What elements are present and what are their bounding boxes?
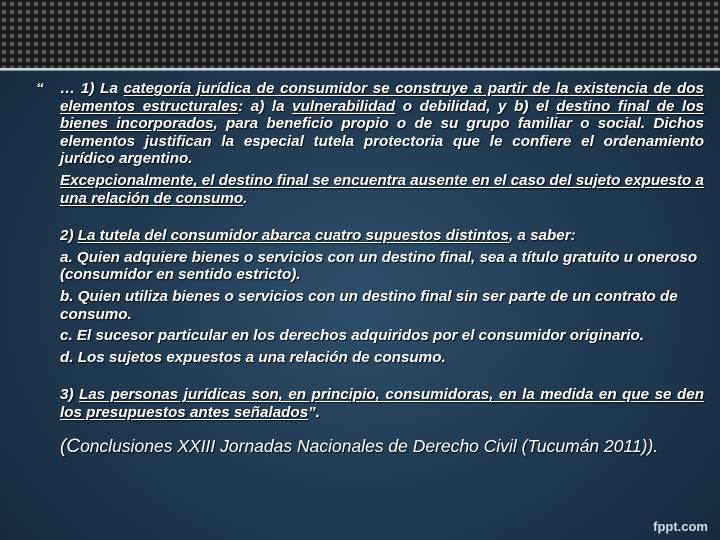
p3-underlined: Las personas jurídicas son, en principio, consumidoras, en la medida en que se den los presupuestos antes señalados bbox=[60, 386, 704, 421]
paragraph-1b bbox=[36, 172, 704, 207]
p2-underlined: La tutela del consumidor abarca cuatro supuestos distintos bbox=[77, 227, 509, 245]
list-item-c: c. El sucesor particular en los derechos adquiridos por el consumidor originario. bbox=[60, 327, 645, 345]
list-item-a: a. Quien adquiere bienes o servicios con un destino final, sea a título gratuito u oneroso (consumidor en sentido estricto). bbox=[60, 248, 698, 284]
paragraph-1-text bbox=[60, 80, 704, 168]
paragraph-3 bbox=[36, 386, 704, 421]
citation-text: onclusiones XXIII Jornadas Nacionales de Derecho Civil (Tucumán 2011)). bbox=[80, 435, 659, 456]
list-item-b: b. Quien utiliza bienes o servicios con un destino final sin ser parte de un contrato de consumo. bbox=[60, 287, 678, 323]
p1-text-3: , para beneficio propio o de su grupo familiar o social. Dichos elementos justifican la especial tutela protectoria que le confiere el ordenamiento jurídico argentino. bbox=[60, 115, 704, 168]
citation bbox=[36, 436, 704, 457]
p1b-underlined: Excepcionalmente, el destino final se encuentra ausente en el caso del sujeto expuesto a una relación de consumo bbox=[60, 171, 705, 207]
p3-number: 3) bbox=[60, 386, 79, 404]
p1-underlined-3: destino final de los bienes incorporados bbox=[60, 97, 704, 133]
paragraph-2-intro bbox=[36, 227, 704, 245]
opening-quote: “ bbox=[36, 80, 44, 97]
citation-open: (C bbox=[60, 435, 81, 457]
p1-text-2: o debilidad, y b) el bbox=[395, 97, 557, 115]
p2-text: , a saber: bbox=[508, 227, 576, 245]
list-item-d: d. Los sujetos expuestos a una relación de consumo. bbox=[60, 348, 446, 366]
brand-watermark: fppt.com bbox=[653, 519, 708, 534]
paragraph-1 bbox=[36, 80, 704, 168]
p1-ellipsis: … 1) La bbox=[60, 80, 124, 97]
slide-body bbox=[36, 80, 704, 457]
p1-underlined-2: vulnerabilidad bbox=[292, 97, 396, 115]
header-mesh-band bbox=[0, 0, 720, 70]
p1-underlined-1: categoría jurídica de consumidor se construye a partir de la existencia de dos elementos estructurales bbox=[60, 80, 704, 115]
p2-number: 2) bbox=[60, 227, 78, 245]
p1b-period: . bbox=[243, 189, 248, 207]
closing-quote: ”. bbox=[308, 403, 320, 421]
p1-text-1: : a) la bbox=[238, 97, 293, 115]
